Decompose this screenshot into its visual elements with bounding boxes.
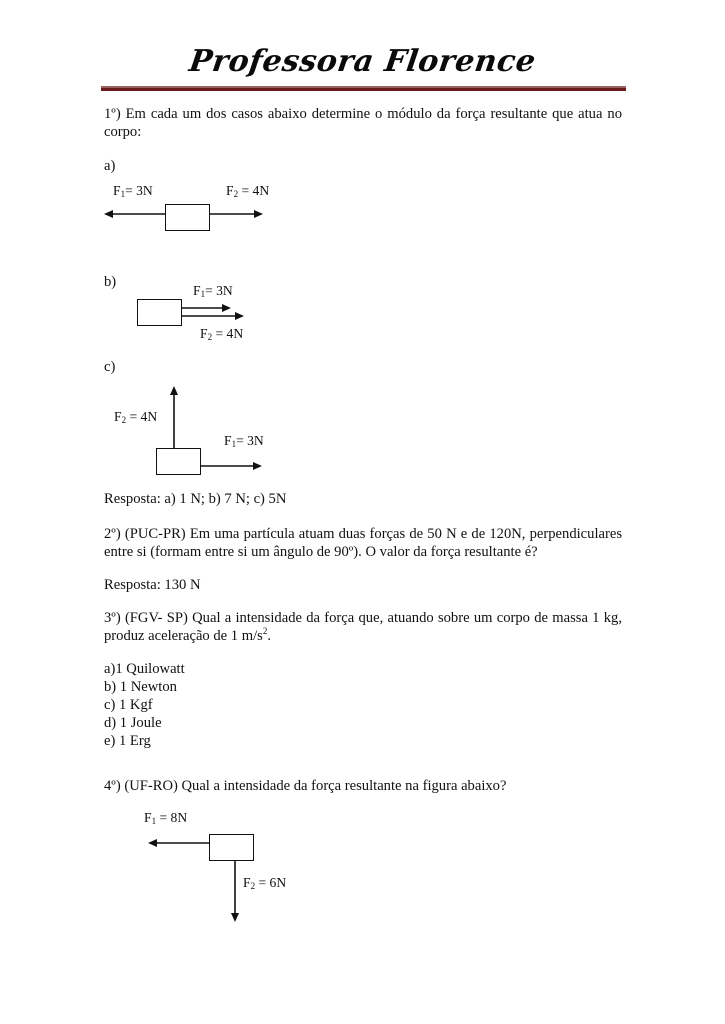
q4-body-box [209, 834, 254, 861]
question-2-answer: Resposta: 130 N [104, 577, 201, 593]
option-b: b) 1 Newton [104, 679, 177, 695]
option-e: e) 1 Erg [104, 733, 151, 749]
question-3-line-2: produz aceleração de 1 $m/s^2$. [104, 626, 271, 644]
option-d: d) 1 Joule [104, 715, 162, 731]
question-3-line-1: 3º) (FGV- SP) Qual a intensidade da força que, atuando sobre um corpo de massa 1 kg, [104, 610, 622, 626]
question-1-line-2: corpo: [104, 124, 142, 140]
question-1-line-1: 1º) Em cada um dos casos abaixo determine o módulo da força resultante que atua no [104, 106, 622, 122]
case-c-label: c) [104, 359, 116, 375]
option-a: a)1 Quilowatt [104, 661, 185, 677]
q4-f1-label: $F_1 = 8N$ [144, 810, 188, 826]
case-a-f2-label: $F_2 = 4N$ [226, 183, 270, 199]
case-a-label: a) [104, 158, 116, 174]
question-2-line-2: entre si (formam entre si um ângulo de 90º). O valor da força resultante é? [104, 544, 538, 560]
question-2-line-1: 2º) (PUC-PR) Em uma partícula atuam duas forças de 50 N e de 120N, perpendiculares [104, 526, 622, 542]
case-b-label: b) [104, 274, 117, 290]
option-c: c) 1 Kgf [104, 697, 153, 713]
case-b-f1-label: $F_1= 3N$ [193, 283, 233, 299]
case-c-f1-label: $F_1= 3N$ [224, 433, 264, 449]
question-1-answer: Resposta: a) 1 N; b) 7 N; c) 5N [104, 491, 287, 507]
q4-f2-label: $F_2 = 6N$ [243, 875, 287, 891]
page-title: Professora Florence [186, 44, 539, 79]
case-c-f2-label: $F_2 = 4N$ [114, 409, 158, 425]
case-a-f1-label: $F_1= 3N$ [113, 183, 153, 199]
question-4-text: 4º) (UF-RO) Qual a intensidade da força resultante na figura abaixo? [104, 778, 507, 794]
case-b-f2-label: $F_2 = 4N$ [200, 326, 244, 342]
